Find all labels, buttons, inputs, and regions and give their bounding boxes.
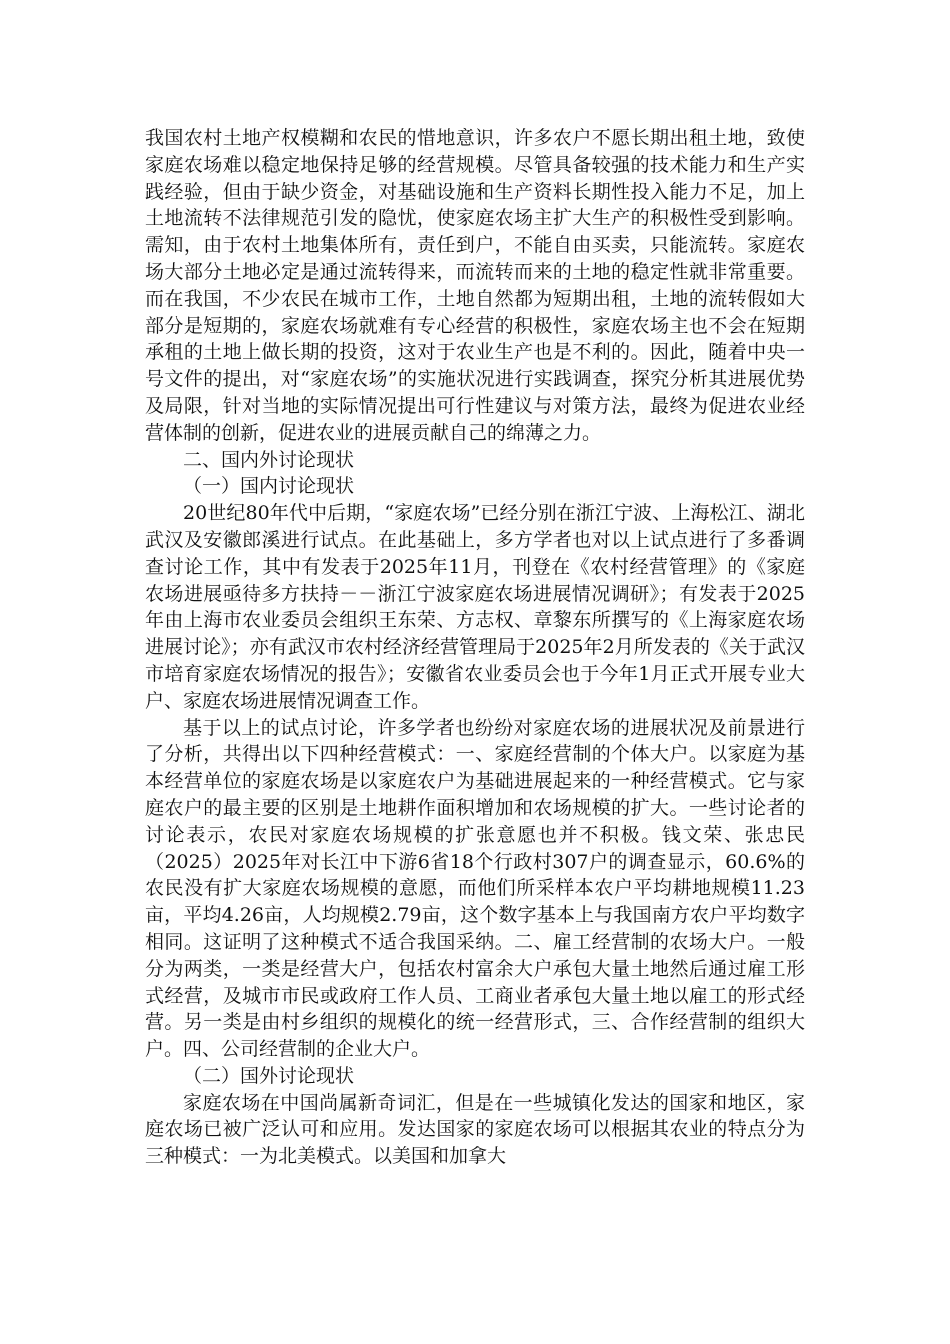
document-body (145, 125, 805, 1170)
paragraph-intro-continuation: 我国农村土地产权模糊和农民的惜地意识，许多农户不愿长期出租土地，致使家庭农场难以稳定地保持足够的经营规模。尽管具备较强的技术能力和生产实践经验，但由于缺少资金，对基础设施和生产资料长期性投入能力不足，加上土地流转不法律规范引发的隐忧，使家庭农场主扩大生产的积极性受到影响。需知，由于农村土地集体所有，责任到户，不能自由买卖，只能流转。家庭农场大部分土地必定是通过流转得来，而流转而来的土地的稳定性就非常重要。而在我国，不少农民在城市工作，土地自然都为短期出租，土地的流转假如大部分是短期的，家庭农场就难有专心经营的积极性，家庭农场主也不会在短期承租的土地上做长期的投资，这对于农业生产也是不利的。因此，随着中央一号文件的提出，对“家庭农场”的实施状况进行实践调查，探究分析其进展优势及局限，针对当地的实际情况提出可行性建议与对策方法，最终为促进农业经营体制的创新，促进农业的进展贡献自己的绵薄之力。 (145, 127, 805, 444)
subsection-heading-foreign: （二）国外讨论现状 (183, 1064, 355, 1087)
section-heading-research-status: 二、国内外讨论现状 (183, 448, 355, 471)
paragraph-operation-modes: 基于以上的试点讨论，许多学者也纷纷对家庭农场的进展状况及前景进行了分析，共得出以下四种经营模式：一、家庭经营制的个体大户。以家庭为基本经营单位的家庭农场是以家庭农户为基础进展起来的一种经营模式。它与家庭农户的最主要的区别是土地耕作面积增加和农场规模的扩大。一些讨论者的讨论表示，农民对家庭农场规模的扩张意愿也并不积极。钱文荣、张忠民（2025）2025年对长江中下游6省18个行政村307户的调查显示，60.6%的农民没有扩大家庭农场规模的意愿，而他们所采样本农户平均耕地规模11.23亩，平均4.26亩，人均规模2.79亩，这个数字基本上与我国南方农户平均数字相同。这证明了这种模式不适合我国采纳。二、雇工经营制的农场大户。一般分为两类，一类是经营大户，包括农村富余大户承包大量土地然后通过雇工形式经营，及城市市民或政府工作人员、工商业者承包大量土地以雇工的形式经营。另一类是由村乡组织的规模化的统一经营形式，三、合作经营制的组织大户。四、公司经营制的企业大户。 (145, 716, 805, 1061)
paragraph-foreign-status: 家庭农场在中国尚属新奇词汇，但是在一些城镇化发达的国家和地区，家庭农场已被广泛认可和应用。发达国家的家庭农场可以根据其农业的特点分为三种模式：一为北美模式。以美国和加拿大 (145, 1091, 805, 1168)
paragraph-domestic-pilots: 20世纪80年代中后期，“家庭农场”已经分别在浙江宁波、上海松江、湖北武汉及安徽郎溪进行试点。在此基础上，多方学者也对以上试点进行了多番调查讨论工作，其中有发表于2025年11月，刊登在《农村经营管理》的《家庭农场进展亟待多方扶持－－浙江宁波家庭农场进展情况调研》；有发表于2025年由上海市农业委员会组织王东荣、方志权、章黎东所撰写的《上海家庭农场进展讨论》；亦有武汉市农村经济经营管理局于2025年2月所发表的《关于武汉市培育家庭农场情况的报告》；安徽省农业委员会也于今年1月正式开展专业大户、家庭农场进展情况调查工作。 (145, 502, 805, 712)
subsection-heading-domestic: （一）国内讨论现状 (183, 475, 355, 498)
